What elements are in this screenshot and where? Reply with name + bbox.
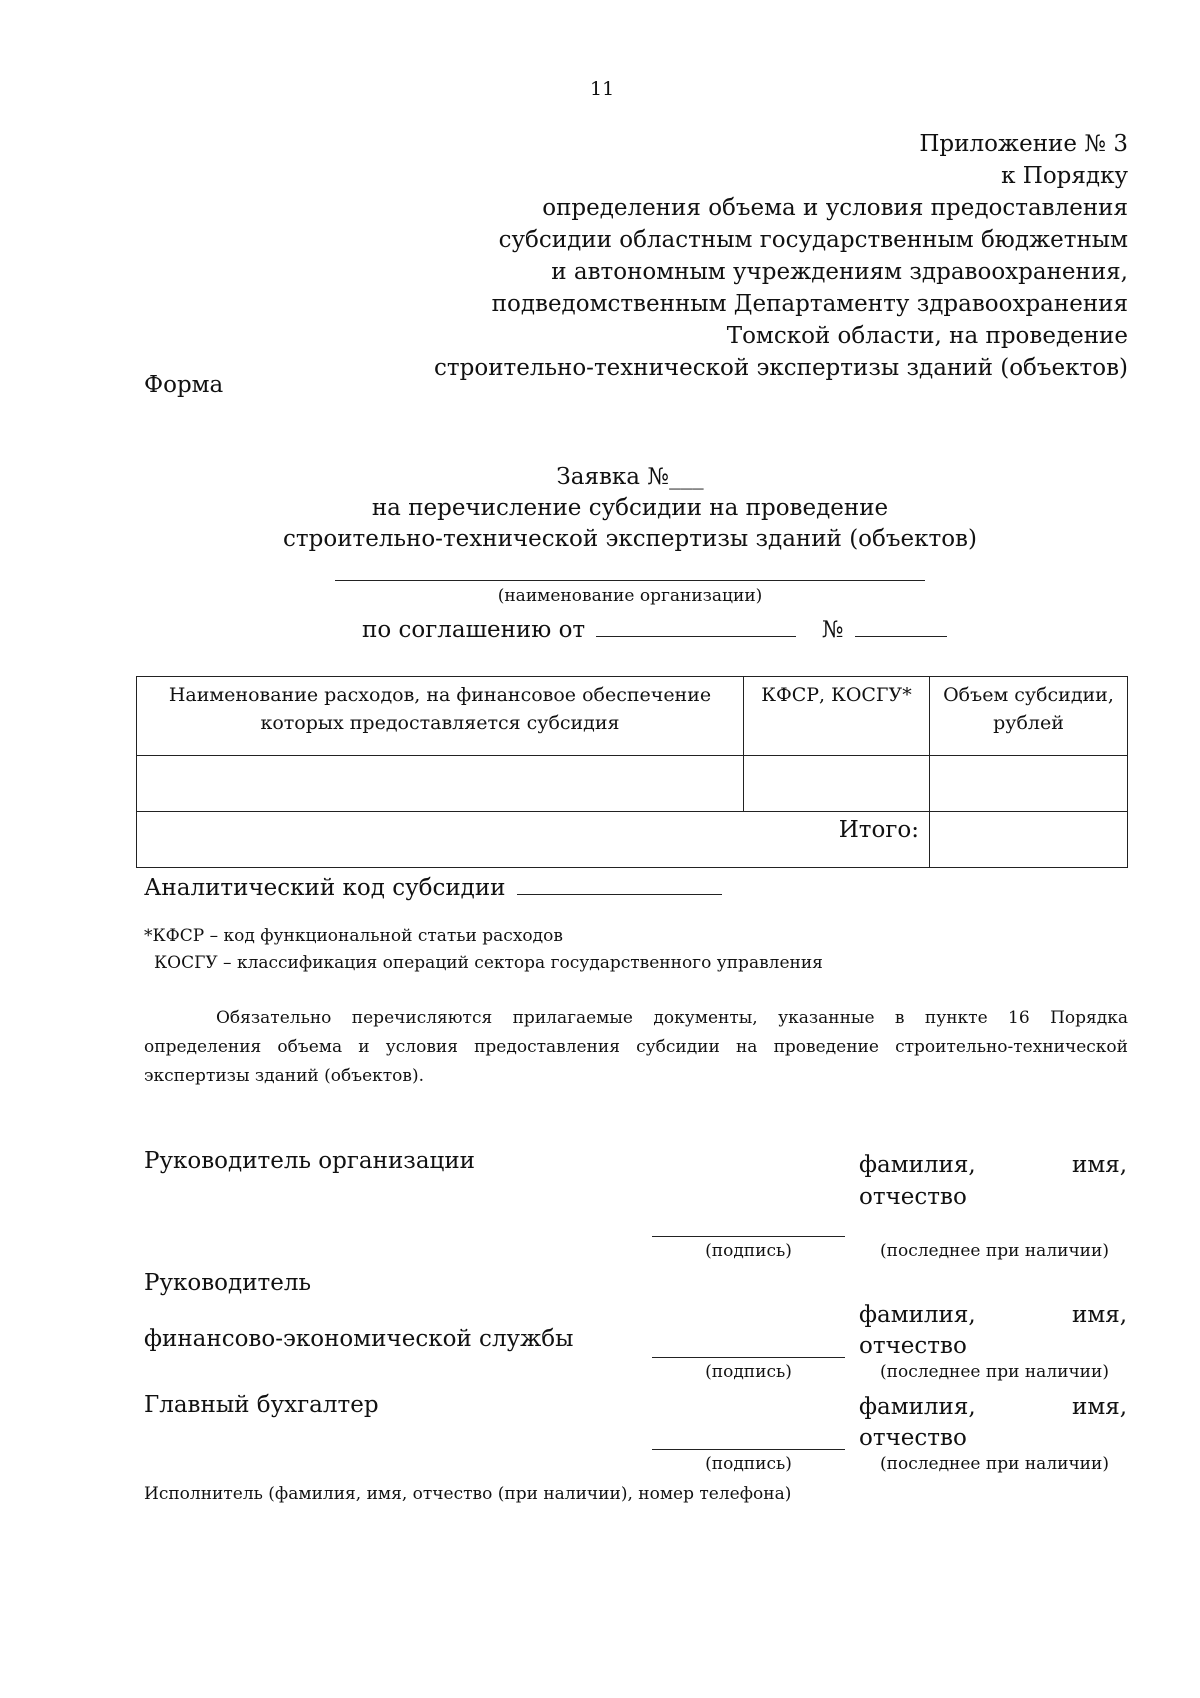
table-header-codes: КФСР, КОСГУ* <box>744 677 930 756</box>
name-word: отчество <box>859 1333 967 1359</box>
title-line: Заявка №___ <box>556 464 704 490</box>
name-word: фамилия, <box>859 1152 976 1178</box>
title-line: строительно-технической экспертизы зданий (объектов) <box>283 526 977 552</box>
table-row <box>137 756 1128 812</box>
document-title <box>200 462 1060 555</box>
name-caption: (последнее при наличии) <box>880 1454 1109 1474</box>
appendix-line: субсидии областным государственным бюджетным <box>498 227 1128 253</box>
name-word: фамилия, <box>859 1394 976 1420</box>
signature-caption: (подпись) <box>705 1241 792 1261</box>
table-header-amount: Объем субсидии, рублей <box>930 677 1128 756</box>
name-word: отчество <box>859 1184 967 1210</box>
name-caption: (последнее при наличии) <box>880 1362 1109 1382</box>
signature-line[interactable] <box>652 1236 845 1237</box>
name-word: имя, <box>1072 1302 1128 1328</box>
subsidy-table <box>136 676 1128 868</box>
signature-line[interactable] <box>652 1357 845 1358</box>
agreement-prefix: по соглашению от <box>362 617 586 643</box>
appendix-line: определения объема и условия предоставления <box>542 195 1128 221</box>
footnote: КОСГУ – классификация операций сектора государственного управления <box>154 953 823 973</box>
table-header-expenses: Наименование расходов, на финансовое обеспечение которых предоставляется субсидия <box>137 677 744 756</box>
agreement-date-field[interactable] <box>596 614 796 637</box>
documents-paragraph: Обязательно перечисляются прилагаемые документы, указанные в пункте 16 Порядка определения объема и условия предоставления субсидии на проведение строительно-технической экспертизы зданий (объектов). <box>144 1008 1128 1086</box>
total-value[interactable] <box>930 812 1128 868</box>
appendix-header <box>434 128 1128 384</box>
signature-caption: (подпись) <box>705 1362 792 1382</box>
form-label: Форма <box>144 372 224 398</box>
name-word: фамилия, <box>859 1302 976 1328</box>
organization-name-line[interactable] <box>335 580 925 581</box>
organization-caption: (наименование организации) <box>497 586 763 606</box>
table-cell-codes[interactable] <box>744 756 930 812</box>
name-caption: (последнее при наличии) <box>880 1241 1109 1261</box>
name-word: отчество <box>859 1425 967 1451</box>
footnote: *КФСР – код функциональной статьи расходов <box>144 926 563 946</box>
head-organization-label: Руководитель организации <box>144 1148 475 1174</box>
appendix-line: и автономным учреждениям здравоохранения, <box>551 259 1128 285</box>
title-line: на перечисление субсидии на проведение <box>371 495 889 521</box>
agreement-line <box>362 614 947 643</box>
chief-accountant-label: Главный бухгалтер <box>144 1392 379 1418</box>
analytic-code-field[interactable] <box>517 872 722 895</box>
table-cell-expenses[interactable] <box>137 756 744 812</box>
appendix-line: к Порядку <box>1001 163 1128 189</box>
signature-line[interactable] <box>652 1449 845 1450</box>
agreement-number-field[interactable] <box>855 614 947 637</box>
appendix-line: Томской области, на проведение <box>726 323 1128 349</box>
name-word: имя, <box>1072 1394 1128 1420</box>
head-finance-label: финансово-экономической службы <box>144 1326 574 1352</box>
appendix-line: подведомственным Департаменту здравоохранения <box>491 291 1128 317</box>
head-finance-label: Руководитель <box>144 1270 311 1296</box>
agreement-number-label: № <box>821 617 844 643</box>
page-number: 11 <box>590 78 615 100</box>
analytic-code <box>144 872 722 901</box>
total-label: Итого: <box>137 812 930 868</box>
analytic-code-label: Аналитический код субсидии <box>144 875 506 901</box>
appendix-line: строительно-технической экспертизы зданий (объектов) <box>434 355 1128 381</box>
signature-caption: (подпись) <box>705 1454 792 1474</box>
executor-label: Исполнитель (фамилия, имя, отчество (при наличии), номер телефона) <box>144 1484 792 1504</box>
appendix-line: Приложение № 3 <box>919 131 1128 157</box>
table-cell-amount[interactable] <box>930 756 1128 812</box>
name-word: имя, <box>1072 1152 1128 1178</box>
